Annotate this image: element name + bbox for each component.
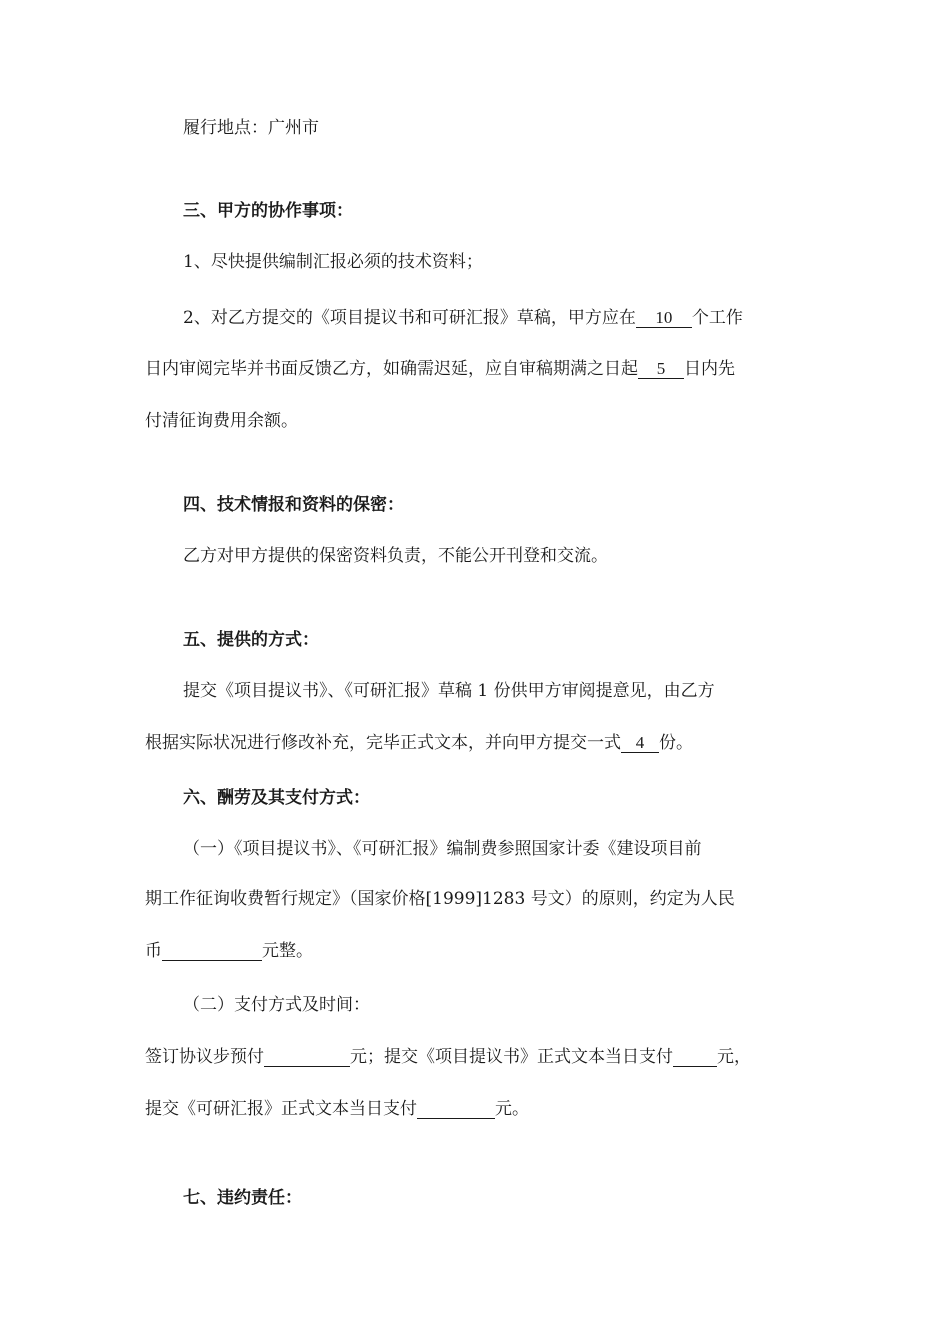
section-5-text-c: 份。 (659, 733, 693, 753)
section-4-heading: 四、技术情报和资料的保密： (183, 495, 404, 515)
section-4-text: 乙方对甲方提供的保密资料负责，不能公开刊登和交流。 (183, 546, 608, 566)
section-5-text-line-2 (145, 731, 810, 755)
total-fee-blank (162, 942, 262, 961)
review-days-blank: 10 (636, 309, 692, 328)
section-6-p1-line-3 (145, 939, 810, 963)
section-6-p2-line-1 (145, 1045, 810, 1069)
section-6-p1-c: 币 (145, 941, 162, 961)
section-6-p2-c: 元， (717, 1047, 751, 1067)
section-6-p2-a: 签订协议步预付 (145, 1047, 264, 1067)
section-3-item-2-line-1 (183, 306, 848, 330)
section-7-heading: 七、违约责任： (183, 1188, 302, 1208)
item-2-text-b: 个工作 (691, 308, 743, 328)
section-3-item-2-line-3: 付清征询费用余额。 (145, 411, 298, 431)
section-6-p1-line-2: 期工作征询收费暂行规定》（国家价格[1999]1283 号文）的原则，约定为人民 (145, 889, 735, 909)
report-payment-blank (417, 1100, 495, 1119)
section-6-p2-line-2 (145, 1097, 810, 1121)
item-2-text-a: 2、对乙方提交的《项目提议书和可研汇报》草稿，甲方应在 (183, 308, 636, 328)
section-6-p2-d: 提交《可研汇报》正式文本当日支付 (145, 1099, 417, 1119)
payment-days-blank: 5 (638, 360, 684, 379)
advance-payment-blank (264, 1048, 350, 1067)
copies-blank: 4 (621, 734, 659, 753)
section-6-heading: 六、酬劳及其支付方式： (183, 788, 370, 808)
section-3-heading: 三、甲方的协作事项： (183, 201, 353, 221)
section-3-item-1: 1、尽快提供编制汇报必须的技术资料； (183, 252, 483, 272)
section-6-p2-b: 元；提交《项目提议书》正式文本当日支付 (350, 1047, 673, 1067)
section-5-text-b: 根据实际状况进行修改补充，完毕正式文本，并向甲方提交一式 (145, 733, 621, 753)
section-6-p1-line-1: （一）《项目提议书》、《可研汇报》编制费参照国家计委《建设项目前 (183, 839, 702, 859)
item-2-text-d: 日内先 (684, 359, 735, 379)
section-5-text-line-1: 提交《项目提议书》、《可研汇报》草稿 1 份供甲方审阅提意见，由乙方 (183, 681, 715, 701)
item-2-text-c: 日内审阅完毕并书面反馈乙方，如确需迟延，应自审稿期满之日起 (145, 359, 638, 379)
section-6-p1-d: 元整。 (262, 941, 313, 961)
venue-line: 履行地点：广州市 (183, 118, 319, 138)
section-6-p2-e: 元。 (495, 1099, 529, 1119)
section-5-heading: 五、提供的方式： (183, 630, 319, 650)
section-3-item-2-line-2 (145, 357, 810, 381)
proposal-payment-blank (673, 1048, 717, 1067)
section-6-p2-heading: （二）支付方式及时间： (183, 995, 370, 1015)
